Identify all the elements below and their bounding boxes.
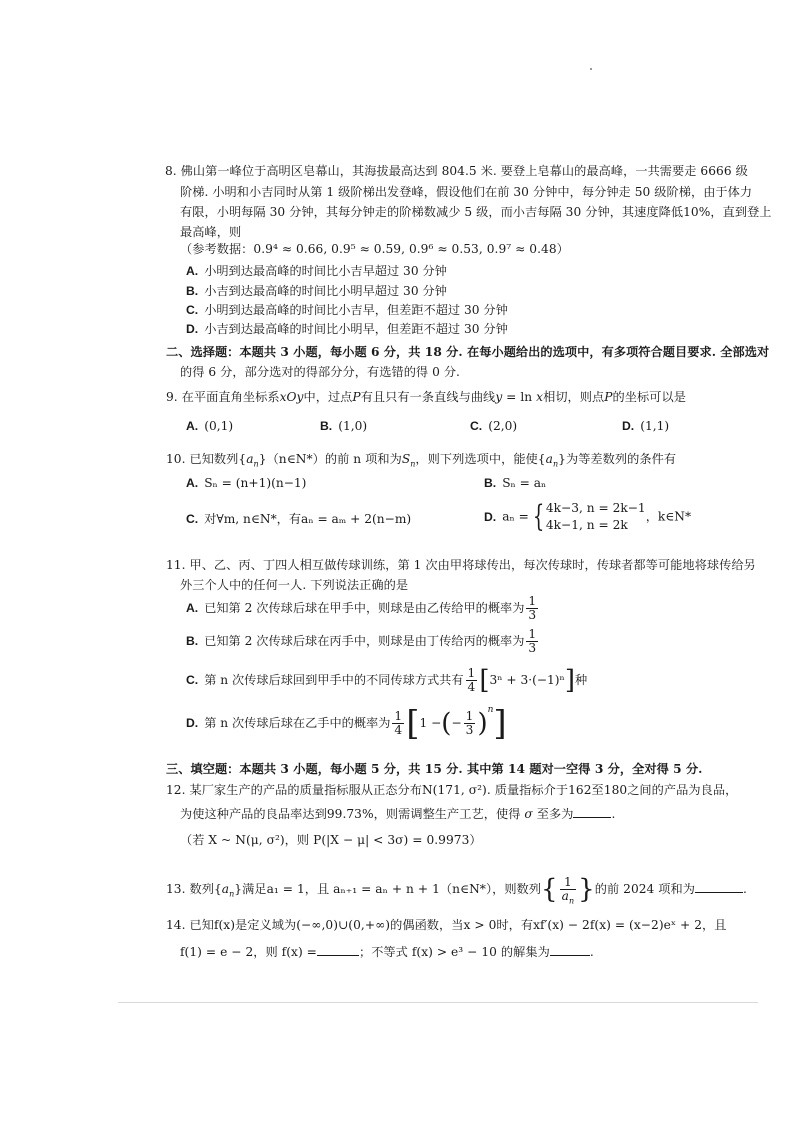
q10-stem: 10. 已知数列$\{a_n\}(n\in N*)$的前 n 项和为$S_n$，则下列选项中，能使$\{a_n\}$为等差数列的条件有: [166, 452, 677, 469]
option-text: 第 n 次传球后球在乙手中的概率为: [204, 716, 391, 730]
option-label: A.: [186, 476, 199, 490]
option-expression: ，k∈N*: [645, 509, 692, 524]
q9-option-d: [622, 417, 669, 436]
q9-text: 中，过点: [303, 390, 353, 404]
option-label: D.: [622, 419, 635, 433]
q10-text: 为等差数列的条件有: [565, 452, 677, 466]
q14-expression: f(1) = e − 2，则 f(x) =: [180, 945, 317, 959]
q12-text: 至多为: [536, 807, 574, 821]
option-expression: aₙ =: [502, 509, 529, 524]
q10-option-b: [484, 474, 546, 493]
option-label: D.: [186, 716, 199, 730]
q8-line3: 有限，小明每隔 30 分钟，其每分钟走的阶梯数减少 5 级，而小吉每隔 30 分钟，其速度降低10%，直到登上: [180, 205, 772, 219]
option-text: 小吉到达最高峰的时间比小明早超过 30 分钟: [204, 284, 447, 298]
q11-option-a: [186, 594, 540, 622]
q12-line3: （若 X ~ N(μ, σ²)，则 P(|X − μ| < 3σ) = 0.9973）: [180, 833, 482, 847]
q10-text: （n∈N*）的前 n 项和为: [266, 452, 402, 466]
q8-option-a: [186, 262, 447, 281]
q14-expression: f(x): [213, 918, 236, 932]
q8-line2: 阶梯. 小明和小吉同时从第 1 级阶梯出发登峰，假设他们在前 30 分钟中，每分钟走 50 级阶梯，由于体力: [180, 185, 753, 199]
q11-option-b: [186, 627, 540, 655]
option-label: A.: [186, 601, 199, 615]
q10-text: ，则下列选项中，能使: [415, 452, 538, 466]
q11-option-d: D. 第 n 次传球后球在乙手中的概率为 $\frac{1}{4}$ [1 −(− $\frac{1}{3}$ )$^n$]: [186, 703, 507, 744]
q8-option-d: [186, 320, 508, 339]
option-text: 小吉到达最高峰的时间比小明早，但差距不超过 30 分钟: [204, 322, 508, 336]
fraction: $\frac{1}{a_n}$: [561, 875, 575, 906]
q14-expression: x > 0: [463, 918, 497, 932]
option-text: 小明到达最高峰的时间比小吉早超过 30 分钟: [204, 264, 447, 278]
answer-blank[interactable]: [695, 880, 743, 893]
q8-reference: （参考数据：0.9⁴ ≈ 0.66, 0.9⁵ ≈ 0.59, 0.9⁶ ≈ 0.53, 0.9⁷ ≈ 0.48）: [180, 242, 569, 256]
q13-text: 满足: [242, 882, 267, 896]
option-label: A.: [186, 264, 199, 278]
option-text: (1,0): [338, 419, 368, 433]
scan-dot: [590, 68, 592, 70]
q9-stem: 9. 在平面直角坐标系xOy中，过点P有且只有一条直线与曲线y = ln x相切，则点P的坐标可以是: [166, 390, 686, 404]
q8-option-c: [186, 301, 508, 320]
option-text: Sₙ = (n+1)(n−1): [204, 476, 307, 490]
option-text: 已知第 2 次传球后球在丙手中，则球是由丁传给丙的概率为: [204, 634, 525, 648]
left-brace: {: [532, 499, 545, 534]
option-label: B.: [484, 476, 497, 490]
q10-option-a: [186, 474, 306, 493]
q14-line1: 14. 已知f(x)是定义域为(−∞,0)∪(0,+∞)的偶函数，当x > 0时，有xf′(x) − 2f(x) = (x−2)eˣ + 2，且: [166, 918, 727, 932]
option-label: D.: [186, 322, 199, 336]
option-text: 已知第 2 次传球后球在甲手中，则球是由乙传给甲的概率为: [204, 601, 525, 615]
option-label: A.: [186, 419, 199, 433]
q8-option-b: [186, 282, 447, 301]
option-expression: 1 −: [419, 716, 442, 730]
q9-option-b: [320, 417, 367, 436]
section2-heading-line1: 二、选择题：本题共 3 小题，每小题 6 分，共 18 分. 在每小题给出的选项中，有多项符合题目要求. 全部选对: [166, 345, 770, 359]
q11-line2: 外三个人中的任何一人. 下列说法正确的是: [180, 578, 409, 592]
section2-heading-line2: 的得 6 分，部分选对的得部分分，有选错的得 0 分.: [180, 365, 460, 379]
option-text: 对∀m, n∈N*，有: [204, 512, 302, 526]
q10-option-c: [186, 510, 411, 529]
fraction: $\frac{1}{3}$: [465, 709, 474, 737]
piecewise-cases: [546, 500, 646, 534]
q14-expression: xf′(x) − 2f(x) = (x−2)eˣ + 2: [533, 918, 703, 932]
answer-blank[interactable]: [317, 943, 359, 956]
option-label: C.: [186, 673, 199, 687]
q13-text: ，则数列: [492, 882, 542, 896]
option-text: (2,0): [488, 419, 518, 433]
option-text: (1,1): [640, 419, 670, 433]
case-1: 4k−3, n = 2k−1: [545, 501, 646, 515]
q9-text: 相切，则点: [543, 390, 605, 404]
q13-text: 的前 2024 项和为: [594, 882, 696, 896]
q13-stem: 13. 数列$\{a_n\}$满足a₁ = 1，且 aₙ₊₁ = aₙ + n + 1（n∈N*），则数列{ $\frac{1}{a_n}$ }的前 2024 项和为 .: [166, 874, 747, 906]
q9-option-c: [470, 417, 517, 436]
q9-text: 有且只有一条直线与曲线: [360, 390, 496, 404]
answer-blank[interactable]: [550, 943, 590, 956]
case-2: 4k−1, n = 2k: [545, 518, 628, 532]
option-expression: aₙ = aₘ + 2(n−m): [301, 512, 412, 526]
option-label: B.: [320, 419, 333, 433]
q13-expression: a₁ = 1，且 aₙ₊₁ = aₙ + n + 1（n∈N*）: [266, 882, 493, 896]
q12-line1: [166, 781, 737, 800]
option-label: B.: [186, 284, 199, 298]
option-text: Sₙ = aₙ: [502, 476, 547, 490]
section3-heading: 三、填空题：本题共 3 小题，每小题 5 分，共 15 分. 其中第 14 题对一空得 3 分，全对得 5 分.: [166, 762, 703, 776]
q9-text: 的坐标可以是: [612, 390, 686, 404]
option-label: D.: [484, 509, 497, 524]
q13-text: 13. 数列: [166, 882, 214, 896]
q8-line4: 最高峰，则: [180, 225, 242, 239]
q9-option-a: [186, 417, 233, 436]
q10-option-d: [484, 500, 691, 534]
option-text: (0,1): [204, 419, 234, 433]
q12-text: 为使这种产品的良品率达到99.73%，则需调整生产工艺，使得: [180, 807, 521, 821]
q11-line1: 11. 甲、乙、丙、丁四人相互做传球训练，第 1 次由甲将球传出，每次传球时，传球者都等可能地将球传给另: [166, 558, 756, 572]
q10-text: 10. 已知数列: [166, 452, 239, 466]
option-text: 小明到达最高峰的时间比小吉早，但差距不超过 30 分钟: [204, 303, 508, 317]
q11-option-c: C. 第 n 次传球后球回到甲手中的不同传球方式共有 $\frac{1}{4}$ [3ⁿ + 3·(−1)ⁿ]种: [186, 665, 588, 696]
q8-line1: 8. 佛山第一峰位于高明区皂幕山，其海拔最高达到 804.5 米. 要登上皂幕山的最高峰，一共需要走 6666 级: [165, 164, 748, 178]
option-expression: 3ⁿ + 3·(−1)ⁿ: [489, 673, 565, 687]
fraction: $\frac{1}{3}$: [528, 594, 537, 622]
option-text: 第 n 次传球后球回到甲手中的不同传球方式共有: [204, 673, 464, 687]
q12-expression: N(171, σ²): [421, 783, 487, 797]
q12-line2: 为使这种产品的良品率达到99.73%，则需调整生产工艺，使得 σ 至多为 .: [180, 807, 616, 821]
fraction: $\frac{1}{3}$: [528, 627, 537, 655]
option-text: 种: [575, 673, 588, 687]
option-label: B.: [186, 634, 199, 648]
fraction: $\frac{1}{4}$: [394, 709, 403, 737]
option-label: C.: [186, 303, 199, 317]
q9-text: 9. 在平面直角坐标系: [166, 390, 280, 404]
fraction: $\frac{1}{4}$: [467, 666, 476, 694]
option-label: C.: [470, 419, 483, 433]
q12-text: . 质量指标介于162至180之间的产品为良品，: [486, 783, 738, 797]
q14-expression: (−∞,0)∪(0,+∞): [296, 918, 391, 932]
answer-blank[interactable]: [573, 805, 611, 818]
q12-text: 12. 某厂家生产的产品的质量指标服从正态分布: [166, 783, 422, 797]
q14-line2: f(1) = e − 2，则 f(x) = ；不等式 f(x) > e³ − 10 的解集为 .: [180, 945, 594, 959]
option-label: C.: [186, 512, 199, 526]
page-bottom-edge: [118, 1002, 758, 1003]
